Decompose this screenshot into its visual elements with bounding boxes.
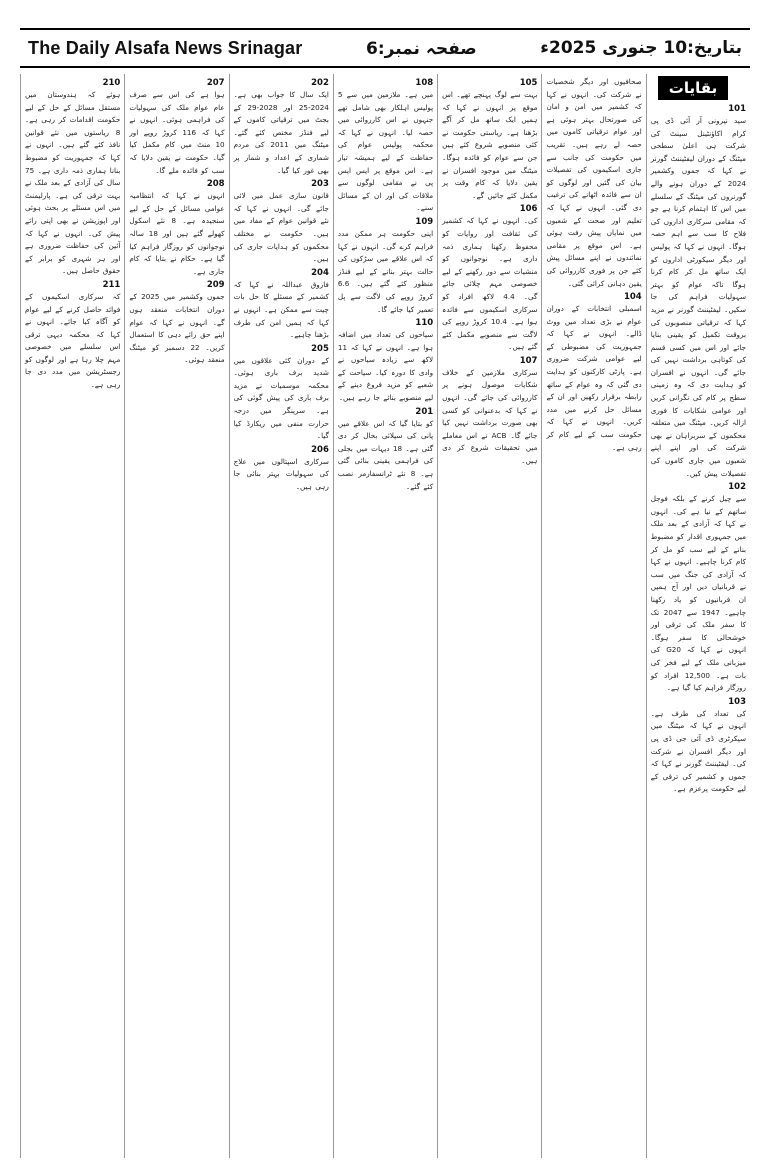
story-text: سید نیرونی آر آئی ڈی پی کرام اکاؤنٹینل سینٹ کی شرکت ہی اعلیٰ سطحی میٹنگ کے دوران لیفٹیننٹ گورنر نے کہا کہ جموں وکشمیر 2024 کے دوران ہونے والے گورنروں کی میٹنگ کے سلسلے میں اس کا اہتمام کرنا ہے جو کہ مقامی سرکاری اداروں کی فلاح کا سب سے اہم حصہ ہوگا۔ انہوں نے کہا کہ پولیس اور دیگر سیکورٹی اداروں کو ایک ساتھ مل کر کام کرنا ہوگا تاکہ عوام کو بہتر سہولیات فراہم کی جا سکیں۔ لیفٹیننٹ گورنر نے مزید کہا کہ ترقیاتی منصوبوں کی بروقت تکمیل کو یقینی بنایا جائے اور اس میں کسی قسم کی کوتاہی برداشت نہیں کی جائے گی۔ انہوں نے افسران کو ہدایت دی کہ وہ زمینی سطح پر کام کی نگرانی کریں اور عوامی شکایات کا فوری ازالہ کریں۔ میٹنگ میں متعلقہ محکموں کے سربراہان نے بھی شرکت کی اور اپنے اپنے شعبوں میں جاری کاموں کی تفصیلات پیش کیں۔: [650, 116, 746, 478]
story-text: انہوں نے کہا کہ انتظامیہ عوامی مسائل کے حل کے لیے سنجیدہ ہے۔ 8 نئے اسکول کھولے گئے ہیں اور 18 سالہ نوجوانوں کو روزگار فراہم کیا گیا ہے۔ حکام نے بتایا کہ کام جاری ہے۔: [129, 191, 225, 276]
column-grid: [20, 74, 750, 1158]
story-number: 208: [206, 179, 225, 190]
story-number: 108: [415, 78, 434, 88]
column-3: [437, 74, 541, 1158]
story-text: ہوا ہے کی اس سے صرف عام عوام ملک کی سہولیات کی فراہمی ہوئی۔ انہوں نے کہا کہ 116 کروڑ روپے اور 10 منٹ میں کام مکمل کیا گیا۔ حکومت نے یقین دلایا کہ سب کو فائدہ ملے گا۔: [129, 90, 225, 175]
story-number: 101: [728, 104, 746, 114]
story-text: کے دوران کئی علاقوں میں شدید برف باری ہوئی۔ محکمہ موسمیات نے مزید برف باری کی پیش گوئی کی ہے۔ سرینگر میں درجہ حرارت منفی میں ریکارڈ کیا گیا۔: [233, 355, 329, 441]
story-text: سیاحوں کی تعداد میں اضافہ ہوا ہے۔ انہوں نے کہا کہ 11 لاکھ سے زیادہ سیاحوں نے وادی کا دورہ کیا۔ سیاحت کے شعبے کو مزید فروغ دینے کے لیے منصوبے بنائے جا رہے ہیں۔: [337, 330, 434, 403]
story-number: 107: [519, 355, 538, 366]
story-number: 205: [311, 343, 329, 354]
story-number: 105: [519, 78, 538, 88]
story-text: اسمبلی انتخابات کے دوران عوام نے بڑی تعداد میں ووٹ ڈالے۔ انہوں نے کہا کہ جمہوریت کی مضبوطی کے لیے عوامی شرکت ضروری ہے۔ پارٹی کارکنوں کو ہدایت دی گئی کہ وہ عوام کے ساتھ رابطہ برقرار رکھیں اور ان کے مسائل حل کرنے میں مدد کریں۔ انہوں نے کہا کہ حکومت سب کے لیے کام کر رہی ہے۔: [546, 304, 642, 452]
masthead: [20, 28, 750, 68]
story-text: بہت سے لوگ پہنچے تھے۔ اس موقع پر انہوں نے کہا کہ ہمیں ایک ساتھ مل کر آگے بڑھنا ہے۔ ریاستی حکومت نے کئی منصوبے شروع کئے ہیں جن سے عوام کو فائدہ ہوگا۔ میٹنگ میں موجود افسران نے یقین دلایا کہ کام وقت پر مکمل کئے جائیں گے۔: [442, 90, 538, 200]
story-text: کہ سرکاری اسکیموں کے فوائد حاصل کرنے کے لیے عوام کو آگاہ کیا جائے۔ انہوں نے کہا کہ محکمہ دیہی ترقی اس سلسلے میں خصوصی مہم چلا رہا ہے اور لوگوں کو رجسٹریشن میں مدد دی جا رہی ہے۔: [25, 291, 121, 390]
story-number: 206: [311, 444, 329, 455]
story-number: 203: [311, 179, 329, 190]
story-text: کو بتایا گیا کہ اس علاقے میں پانی کی سپلائی بحال کر دی گئی ہے۔ 18 دیہات میں بجلی کی فراہمی یقینی بنائی گئی ہے۔ 8 نئے ٹرانسفارمر نصب کئے گئے۔: [337, 418, 434, 491]
column-7: [20, 74, 124, 1158]
column-4: [333, 74, 437, 1158]
continuation-banner: بقایات: [658, 76, 728, 100]
story-number: 211: [102, 279, 121, 290]
story-number: 106: [519, 204, 538, 215]
story-number: 209: [206, 280, 225, 291]
paper-name: The Daily Alsafa News Srinagar: [28, 37, 303, 58]
story-number: 103: [728, 696, 746, 707]
story-number: 207: [206, 78, 225, 88]
story-text: ہوئے کہ ہندوستان میں مستقل مسائل کے حل کے لیے حکومت اقدامات کر رہی ہے۔ 8 ریاستوں میں نئے قوانین نافذ کئے گئے ہیں۔ انہوں نے کہا کہ جمہوریت کو مضبوط بنانا ہماری ذمہ داری ہے۔ 75 سال کی آزادی کے بعد ملک نے بہت ترقی کی ہے۔ پارلیمنٹ میں اس مسئلے پر بحث ہوئی اور اپوزیشن نے بھی اپنی رائے پیش کی۔ انہوں نے کہا کہ آئین کی حفاظت ضروری ہے اور ہر شہری کو برابر کے حقوق حاصل ہیں۔: [25, 90, 121, 276]
story-text: کی۔ انہوں نے کہا کہ کشمیر کی ثقافت اور روایات کو محفوظ رکھنا ہماری ذمہ داری ہے۔ نوجوانوں کو منشیات سے دور رکھنے کے لیے خصوصی مہم چلائی جائے گی۔ 4.4 لاکھ افراد کو سرکاری اسکیموں سے فائدہ ہوا ہے۔ 10.4 کروڑ روپے کی لاگت سے منصوبے مکمل کئے گئے ہیں۔: [442, 216, 538, 352]
column-6: [124, 74, 228, 1158]
column-5: [229, 74, 333, 1158]
story-text: سے چیل کرنے کے بلکہ فوجل ساتھم کے نیا ہے کی۔ انہوں نے کہا کہ آزادی کے بعد ملک میں جمہوری اقدار کو مضبوط بنانے کے لیے سب کو مل کر کام کرنا چاہیے۔ انہوں نے کہا کہ آزادی کی جنگ میں سب نے قربانیاں دیں اور آج ہمیں ان قربانیوں کو یاد رکھنا چاہیے۔ 1947 سے 2047 تک کا سفر ملک کی ترقی اور خوشحالی کا سفر ہوگا۔ انہوں نے کہا کہ G20 کی میزبانی ملک کے لیے فخر کی بات ہے۔ 12,500 افراد کو روزگار فراہم کیا گیا ہے۔: [650, 494, 746, 693]
page-label: صفحہ نمبر:6: [366, 38, 477, 59]
newspaper-page: [20, 28, 750, 1158]
column-2: [541, 74, 645, 1158]
story-number: 201: [415, 406, 434, 417]
story-text: سرکاری اسپتالوں میں علاج کی سہولیات بہتر بنائی جا رہی ہیں۔: [233, 456, 329, 492]
story-number: 210: [102, 78, 121, 88]
story-text: صحافیوں اور دیگر شخصیات نے شرکت کی۔ انہوں نے کہا کہ کشمیر میں امن و امان کی صورتحال بہتر ہوئی ہے اور عوام ترقیاتی کاموں میں حصہ لے رہے ہیں۔ تقریب میں حکومت کی جانب سے جاری اسکیموں کی تفصیلات بیان کی گئیں اور لوگوں کو ان سے فائدہ اٹھانے کی ترغیب دی گئی۔ انہوں نے کہا کہ تعلیم اور صحت کے شعبوں میں نمایاں پیش رفت ہوئی ہے۔ اس موقع پر مقامی نمائندوں نے اپنے مسائل پیش کئے جن پر فوری کارروائی کی یقین دہانی کرائی گئی۔: [546, 77, 642, 288]
column-1: [646, 74, 750, 1158]
story-text: سرکاری ملازمین کے خلاف شکایات موصول ہونے پر کارروائی کی جائے گی۔ انہوں نے کہا کہ بدعنوانی کو کسی بھی صورت برداشت نہیں کیا جائے گا۔ ACB نے اس معاملے میں تحقیقات شروع کر دی ہیں۔: [442, 367, 538, 466]
story-text: جموں وکشمیر میں 2025 کے دوران انتخابات منعقد ہوں گے۔ انہوں نے کہا کہ عوام اپنے حق رائے دہی کا استعمال کریں۔ 22 دسمبر کو میٹنگ منعقد ہوئی۔: [129, 292, 225, 365]
story-number: 202: [311, 78, 329, 88]
story-text: کی تعداد کی طرف ہے۔ انہوں نے کہا کہ میٹنگ میں سیکرٹری ڈی آئی جی ڈی پی اور دیگر افسران نے شرکت کی۔ لیفٹیننٹ گورنر نے کہا کہ جموں و کشمیر کی ترقی کے لیے حکومت پرعزم ہے۔: [650, 708, 746, 794]
story-number: 102: [728, 482, 746, 493]
story-text: میں ہے۔ ملازمین میں سے 5 پولیس اہلکار بھی شامل تھے جنہوں نے اس کارروائی میں حصہ لیا۔ انہوں نے کہا کہ محکمہ پولیس عوام کی حفاظت کے لیے ہمیشہ تیار ہے۔ اس موقع پر ایس ایس پی نے مقامی لوگوں سے ملاقات کی اور ان کے مسائل سنے۔: [337, 90, 434, 213]
story-text: فاروق عبداللہ نے کہا کہ کشمیر کے مسئلے کا حل بات چیت سے ممکن ہے۔ انہوں نے کہا کہ ہمیں امن کی طرف بڑھنا چاہیے۔: [233, 279, 329, 340]
story-text: اپنی حکومت ہر ممکن مدد فراہم کرے گی۔ انہوں نے کہا کہ اس علاقے میں سڑکوں کی حالت بہتر بنانے کے لیے فنڈز منظور کئے گئے ہیں۔ 6.6 کروڑ روپے کی لاگت سے پل تعمیر کیا جائے گا۔: [337, 228, 434, 314]
story-number: 109: [415, 216, 434, 227]
story-text: ایک سال کا جواب بھی ہے۔ 2024-25 اور 2028-29 کے بجٹ میں ترقیاتی کاموں کے لیے فنڈز مختص کئے گئے۔ میٹنگ میں 2011 کی مردم شماری کے اعداد و شمار پر بھی غور کیا گیا۔: [233, 90, 329, 175]
story-number: 110: [415, 318, 434, 329]
issue-date: بتاریخ:10 جنوری 2025ء: [540, 38, 742, 58]
story-number: 204: [311, 267, 329, 278]
story-text: قانون سازی عمل میں لائی جائے گی۔ انہوں نے کہا کہ نئے قوانین عوام کے مفاد میں ہیں۔ حکومت نے مختلف محکموں کو ہدایات جاری کی ہیں۔: [233, 191, 329, 264]
story-number: 104: [623, 292, 642, 303]
